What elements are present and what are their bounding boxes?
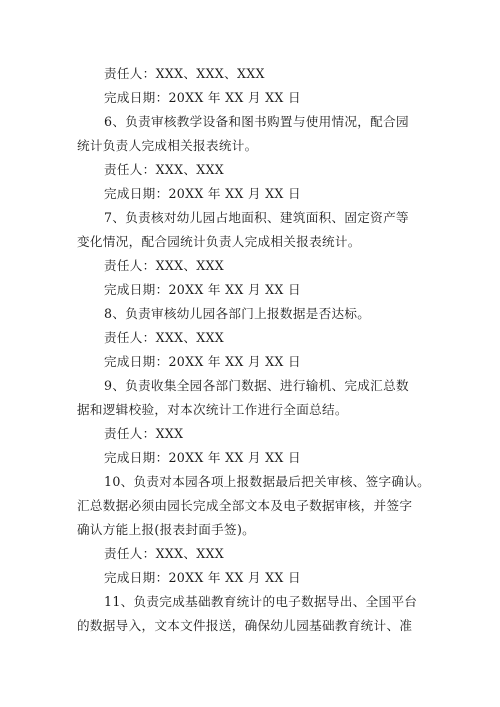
completion-date-line: 完成日期：20XX 年 XX 月 XX 日 <box>104 354 301 369</box>
task-item-6-continued: 统计负责人完成相关报表统计。 <box>77 138 258 153</box>
task-item-10-continued: 确认方能上报(报表封面手签)。 <box>77 522 256 537</box>
responsible-person-line: 责任人：XXX、XXX、XXX <box>104 66 265 81</box>
task-item-11-continued: 的数据导入，文本文件报送，确保幼儿园基础教育统计、准 <box>77 618 413 633</box>
responsible-person-line: 责任人：XXX、XXX <box>104 330 225 345</box>
completion-date-line: 完成日期：20XX 年 XX 月 XX 日 <box>104 282 301 297</box>
completion-date-line: 完成日期：20XX 年 XX 月 XX 日 <box>104 450 301 465</box>
completion-date-line: 完成日期：20XX 年 XX 月 XX 日 <box>104 186 301 201</box>
task-item-8: 8、负责审核幼儿园各部门上报数据是否达标。 <box>104 306 371 321</box>
responsible-person-line: 责任人：XXX、XXX <box>104 258 225 273</box>
task-item-7-continued: 变化情况，配合园统计负责人完成相关报表统计。 <box>77 234 361 249</box>
task-item-9-continued: 据和逻辑校验，对本次统计工作进行全面总结。 <box>77 402 348 417</box>
task-item-7: 7、负责核对幼儿园占地面积、建筑面积、固定资产等 <box>104 210 409 225</box>
completion-date-line: 完成日期：20XX 年 XX 月 XX 日 <box>104 570 301 585</box>
completion-date-line: 完成日期：20XX 年 XX 月 XX 日 <box>104 90 301 105</box>
task-item-10-continued: 汇总数据必须由园长完成全部文本及电子数据审核，并签字 <box>77 498 413 513</box>
task-item-9: 9、负责收集全园各部门数据、进行输机、完成汇总数 <box>104 378 409 393</box>
task-item-10: 10、负责对本园各项上报数据最后把关审核、签字确认。 <box>104 474 431 489</box>
responsible-person-line: 责任人：XXX <box>104 426 184 441</box>
task-item-11: 11、负责完成基础教育统计的电子数据导出、全国平台 <box>104 594 418 609</box>
task-item-6: 6、负责审核教学设备和图书购置与使用情况，配合园 <box>104 114 409 129</box>
responsible-person-line: 责任人：XXX、XXX <box>104 546 225 561</box>
responsible-person-line: 责任人：XXX、XXX <box>104 162 225 177</box>
